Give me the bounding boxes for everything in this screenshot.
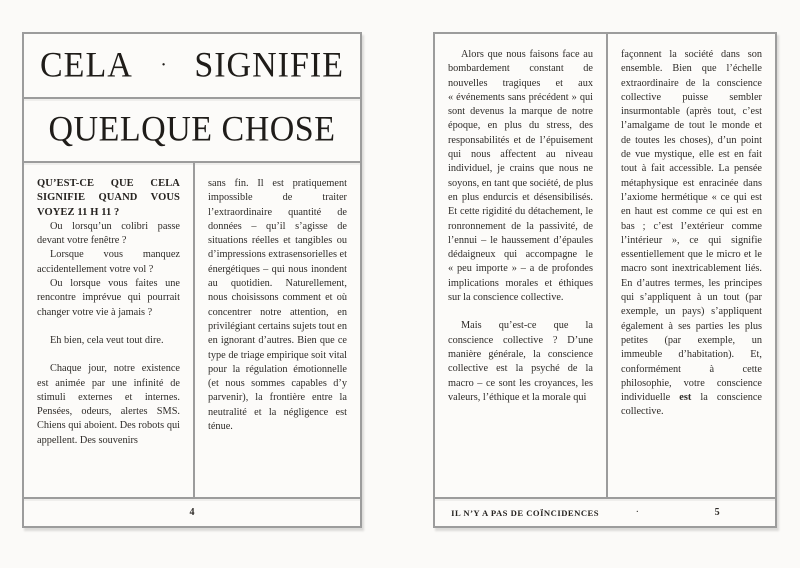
footer-separator-dot: ·	[635, 507, 639, 518]
paragraph	[621, 48, 762, 420]
right-page-column-1	[435, 34, 608, 497]
right-page-column-2	[608, 34, 775, 497]
left-page-column-1	[24, 163, 195, 497]
title-separator-dot: ·	[160, 54, 167, 76]
left-page-body	[24, 161, 360, 497]
paragraph: Lorsque vous manquez accidentellement votre vol ?	[37, 249, 180, 275]
paragraph-text: façonnent la société dans son ensemble. Bien que l’échelle extraordinaire de la conscience collective puisse sembler insurmontable (après tout, c’est l’amalgame de tout le monde et de toutes les choses), d’un point de vue mystique, elle est en fait tout à fait accessible. La pensée métaphysique est enracinée dans l’axiome hermétique « ce qui est en haut est comme ce qui est en bas ; c’est l’extérieur comme l’intérieur », ce qui signifie essentiellement que le micro et le macro sont inextricablement liés. En d’autres termes, les principes qui s’appliquent à un tout (par exemple, un pays) s’appliquent également à ses parties les plus petites (par exemple, un immeuble d’habitation). Et, conformément à cette philosophie, votre conscience individuelle	[621, 49, 762, 404]
chapter-title-line-1	[24, 34, 360, 97]
right-page	[433, 32, 777, 528]
paragraph: Eh bien, cela veut tout dire.	[50, 334, 164, 346]
paragraph: Ou lorsqu’un colibri passe devant votre fenêtre ?	[37, 220, 180, 247]
title-word-cela: CELA	[40, 45, 133, 85]
running-title: IL N’Y A PAS DE COÏNCIDENCES	[451, 507, 600, 518]
right-page-footer	[435, 497, 775, 526]
section-heading: QU’EST-CE QUE CELA SIGNIFIE QUAND VOUS VOYEZ 11 H 11 ?	[37, 178, 180, 218]
emphasized-word: est	[679, 392, 692, 404]
paragraph: Mais qu’est-ce que la conscience collective ? D’une manière générale, la conscience collective est la psyché de la macro – ce sont les croyances, les valeurs, l’éthique et la morale qui	[448, 320, 593, 403]
chapter-title-line-2	[24, 97, 360, 161]
paragraph: Chaque jour, notre existence est animée par une infinité de stimuli externes et internes. Pensées, odeurs, alertes SMS. Chiens qui aboient. Des robots qui appellent. Des souvenirs	[37, 363, 180, 446]
paragraph: sans fin. Il est pratiquement impossible de traiter l’extraordinaire quantité de données – qu’il s’agisse de situations réelles et tangibles ou d’impressions extrasensorielles et énergétiques – qui nous inondent au quotidien. Naturellement, nous choisissons comment et où concentrer notre attention, en privilégiant certains sujets tout en en ignorant d’autres. Bien que ce type de triage empirique soit vital pour la régulation émotionnelle (et nous sommes capables d’y parvenir), la frontière entre la neutralité et la négligence est ténue.	[208, 178, 347, 433]
left-page-footer	[24, 497, 360, 526]
paragraph: Alors que nous faisons face au bombardement constant de nouvelles tragiques et aux « événements sans précédent » qui sont devenus la marque de notre époque, en plus du stress, des responsabilités et de l’épuisement qui nous affectent au niveau individuel, je crains que nous ne soyons, en tant que société, de plus en plus endurcis et désensibilisés. Et cette rigidité du détachement, le ronronnement de la passivité, de l’ennui – le haussement d’épaules dédaigneux qui accompagne le « peu importe » – a de profondes implications morales et éthiques sur la conscience collective.	[448, 49, 593, 304]
right-page-body	[435, 34, 775, 497]
title-word-signifie: SIGNIFIE	[194, 45, 344, 85]
paragraph: Ou lorsque vous faites une rencontre imprévue qui pourrait changer votre vie à jamais ?	[37, 278, 180, 318]
page-number: 4	[189, 507, 195, 518]
paragraph-text: la conscience collective.	[621, 392, 763, 418]
page-number: 5	[714, 507, 720, 518]
left-page-column-2	[195, 163, 360, 497]
title-quelque-chose: QUELQUE CHOSE	[48, 109, 336, 150]
left-page	[22, 32, 362, 528]
